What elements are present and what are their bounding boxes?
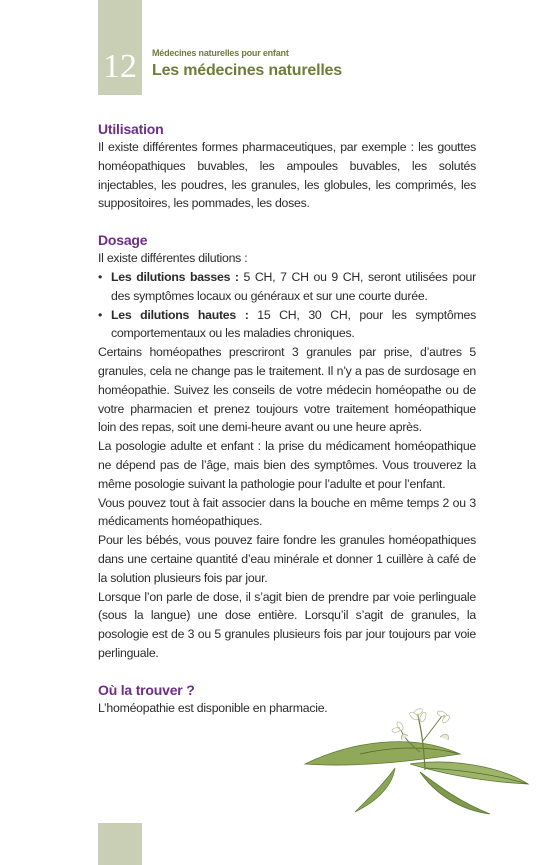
dosage-paragraph: Pour les bébés, vous pouvez faire fondre les granules homéopathiques dans une certaine quantité d’eau minérale et donner 1 cuillère à café de la solution plusieurs fois par jour. — [98, 533, 476, 585]
bullet-text: 5 CH, 7 CH ou 9 CH, seront utilisées pour des symptômes locaux ou généraux et sur une courte durée. — [111, 269, 476, 303]
list-item: • Les dilutions basses : 5 CH, 7 CH ou 9 CH, seront utilisées pour des symptômes locaux ou généraux et sur une courte durée. — [98, 269, 476, 303]
section-title-utilisation: Utilisation — [98, 121, 164, 137]
plant-illustration-icon — [300, 702, 535, 822]
page-tab-bottom — [98, 823, 142, 865]
header-title: Les médecines naturelles — [152, 62, 342, 79]
list-item: • Les dilutions hautes : 15 CH, 30 CH, pour les symptômes comportementaux ou les maladies chroniques. — [98, 307, 476, 341]
bullet-label: Les dilutions hautes : — [111, 307, 249, 322]
dilutions-list — [98, 268, 476, 343]
dosage-paragraph: La posologie adulte et enfant : la prise du médicament homéopathique ne dépend pas de l’âge, mais bien des symptômes. Vous trouverez la même posologie suivant la pathologie pour l’adulte et pour l’enfant. — [98, 439, 476, 491]
dosage-paragraph: Lorsque l’on parle de dose, il s’agit bien de prendre par voie perlinguale (sous la langue) une dose entière. Lorsqu’il s’agit de granules, la posologie est de 3 ou 5 granules plusieurs fois par jour toujours par voie perlinguale. — [98, 589, 476, 660]
header-subtitle: Médecines naturelles pour enfant — [152, 48, 289, 58]
where-text: L’homéopathie est disponible en pharmacie. — [98, 700, 328, 715]
bullet-label: Les dilutions basses : — [111, 269, 239, 284]
page-number: 12 — [103, 48, 137, 85]
dosage-intro: Il existe différentes dilutions : — [98, 251, 248, 266]
dosage-paragraph: Vous pouvez tout à fait associer dans la bouche en même temps 2 ou 3 médicaments homéopathiques. — [98, 495, 476, 529]
page-content — [98, 120, 476, 718]
dosage-paragraph: Certains homéopathes prescriront 3 granules par prise, d’autres 5 granules, cela ne change pas le traitement. Il n’y a pas de surdosage en homéopathie. Suivez les conseils de votre médecin homéopathe ou de votre pharmacien et prenez toujours votre traitement homéopathique loin des repas, soit une demi-heure avant ou une heure après. — [98, 345, 476, 435]
section-title-ou-la-trouver: Où la trouver ? — [98, 681, 195, 698]
utilisation-text: Il existe différentes formes pharmaceutiques, par exemple : les gouttes homéopathiques buvables, les ampoules buvables, les solutés injectables, les poudres, les granules, les globules, les comprimés, les suppositoires, les pommades, les doses. — [98, 140, 476, 211]
section-title-dosage: Dosage — [98, 232, 148, 249]
bullet-text: 15 CH, 30 CH, pour les symptômes comportementaux ou les maladies chroniques. — [111, 307, 476, 341]
